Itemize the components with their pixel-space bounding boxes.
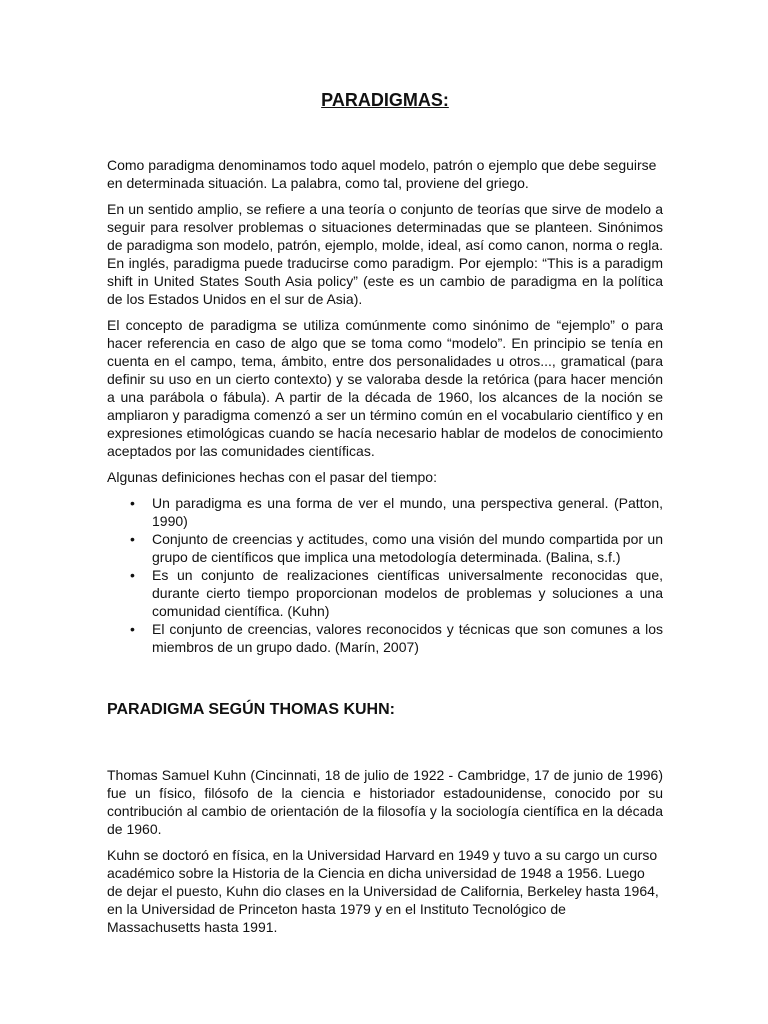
- list-item: [130, 530, 663, 566]
- bullet-icon: •: [130, 495, 135, 511]
- definitions-list: [107, 494, 663, 656]
- paragraph-definitions-intro: Algunas definiciones hechas con el pasar del tiempo:: [107, 469, 437, 485]
- list-item-text: El conjunto de creencias, valores reconocidos y técnicas que son comunes a los miembros de un grupo dado. (Marín, 2007): [152, 621, 663, 655]
- list-item: [130, 566, 663, 620]
- bullet-icon: •: [130, 531, 135, 547]
- paragraph-concept: El concepto de paradigma se utiliza comúnmente como sinónimo de “ejemplo” o para hacer referencia en caso de algo que se toma como “modelo”. En principio se tenía en cuenta en el campo, tema, ámbito, entre dos personalidades u otros..., gramatical (para definir su uso en un cierto contexto) y se valoraba desde la retórica (para hacer mención a una parábola o fábula). A partir de la década de 1960, los alcances de la noción se ampliaron y paradigma comenzó a ser un término común en el vocabulario científico y en expresiones etimológicas cuando se hacía necesario hablar de modelos de conocimiento aceptados por las comunidades científicas.: [107, 317, 663, 459]
- list-item: [130, 494, 663, 530]
- paragraph-definition: Como paradigma denominamos todo aquel modelo, patrón o ejemplo que debe seguirse en determinada situación. La palabra, como tal, proviene del griego.: [107, 157, 657, 191]
- bullet-icon: •: [130, 621, 135, 637]
- paragraph-broad-sense: En un sentido amplio, se refiere a una teoría o conjunto de teorías que sirve de modelo a seguir para resolver problemas o situaciones determinadas que se planteen. Sinónimos de paradigma son modelo, patrón, ejemplo, molde, ideal, así como canon, norma o regla. En inglés, paradigma puede traducirse como paradigm. Por ejemplo: “This is a paradigm shift in United States South Asia policy” (este es un cambio de paradigma en la política de los Estados Unidos en el sur de Asia).: [107, 201, 663, 307]
- section-heading: PARADIGMA SEGÚN THOMAS KUHN:: [107, 701, 395, 718]
- paragraph-kuhn-bio: Thomas Samuel Kuhn (Cincinnati, 18 de julio de 1922 - Cambridge, 17 de junio de 1996) fue un físico, filósofo de la ciencia e historiador estadounidense, conocido por su contribución al cambio de orientación de la filosofía y la sociología científica en la década de 1960.: [107, 767, 663, 837]
- paragraph-kuhn-career: Kuhn se doctoró en física, en la Universidad Harvard en 1949 y tuvo a su cargo un curso académico sobre la Historia de la Ciencia en dicha universidad de 1948 a 1956. Luego de dejar el puesto, Kuhn dio clases en la Universidad de California, Berkeley hasta 1964, en la Universidad de Princeton hasta 1979 y en el Instituto Tecnológico de Massachusetts hasta 1991.: [107, 847, 659, 935]
- list-item-text: Un paradigma es una forma de ver el mundo, una perspectiva general. (Patton, 1990): [152, 495, 663, 529]
- document-title: PARADIGMAS:: [321, 90, 449, 110]
- document-page: [107, 88, 663, 944]
- list-item-text: Conjunto de creencias y actitudes, como una visión del mundo compartida por un grupo de científicos que implica una metodología determinada. (Balina, s.f.): [152, 531, 663, 565]
- bullet-icon: •: [130, 567, 135, 583]
- list-item: [130, 620, 663, 656]
- list-item-text: Es un conjunto de realizaciones científicas universalmente reconocidas que, durante cierto tiempo proporcionan modelos de problemas y soluciones a una comunidad científica. (Kuhn): [152, 567, 663, 619]
